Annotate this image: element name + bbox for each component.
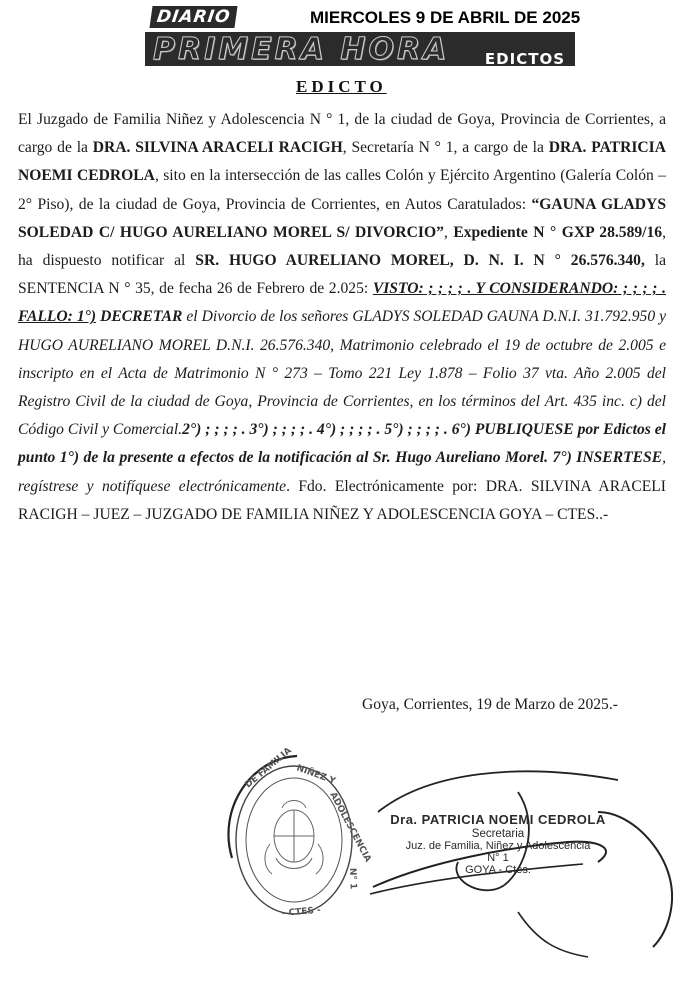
stamp-number: N° 1 — [487, 852, 509, 864]
expediente-number: Expediente N ° GXP 28.589/16 — [453, 223, 663, 241]
svg-text:DE FAMILIA: DE FAMILIA — [243, 745, 294, 791]
case-title: “GAUNA GLADYS SOLEDAD C/ HUGO AURELIANO MOREL S/ DIVORCIO” — [18, 195, 666, 241]
body-intro: El Juzgado de Familia Niñez y Adolescencia N ° 1, de la ciudad de Goya, Provincia de Corrientes, a cargo de la — [18, 111, 666, 157]
publication-date: MIERCOLES 9 DE ABRIL DE 2025 — [306, 8, 584, 28]
ruling-points: 2°) ; ; ; ; . 3°) ; ; ; ; . 4°) ; ; ; ; . 5°) ; ; ; ; . 6°) PUBLIQUESE por Edictos el punto 1°) de la presente a efectos de la notificación al Sr. Hugo Aureliano Morel. 7°) INSERTESE — [18, 421, 666, 467]
svg-text:NIÑEZ Y: NIÑEZ Y — [294, 763, 337, 787]
body-notify: , ha dispuesto notificar al — [18, 223, 667, 270]
notified-person: SR. HUGO AURELIANO MOREL, D. N. I. N ° 26.576.340, — [195, 252, 645, 270]
svg-text:- CTES -: - CTES - — [281, 905, 322, 919]
body-sep: , — [443, 223, 454, 241]
body-secretaria: , Secretaría N ° 1, a cargo de la — [342, 139, 549, 157]
stamp-role: Secretaria — [471, 828, 525, 840]
register-notify: , regístrese y notifíquese electrónicamente — [18, 449, 666, 495]
masthead-section: EDICTOS — [484, 50, 565, 68]
edict-body — [18, 106, 666, 529]
secretary-name: DRA. PATRICIA NOEMI CEDROLA — [18, 139, 667, 185]
masthead-diario: DIARIO — [149, 6, 238, 28]
svg-text:ADOLESCENCIA: ADOLESCENCIA — [327, 790, 373, 864]
stamp-city: GOYA - Ctes. — [465, 864, 531, 876]
court-seal — [212, 745, 373, 928]
stamp-court: Juz. de Familia, Niñez y Adolescencia — [405, 840, 591, 852]
body-sentence: la SENTENCIA N ° 35, de fecha 26 de Febrero de 2.025: — [18, 252, 667, 298]
masthead-primera-hora: PRIMERA HORA — [153, 32, 450, 67]
svg-text:N° 1: N° 1 — [347, 867, 358, 890]
judge-name: DRA. SILVINA ARACELI RACIGH — [92, 139, 343, 157]
visto-clause: VISTO: ; ; ; ; . Y CONSIDERANDO: ; ; ; ; . FALLO: 1°) — [18, 280, 666, 326]
decretar-word: DECRETAR — [100, 308, 183, 326]
body-address: , sito en la intersección de las calles Colón y Ejército Argentino (Galería Colón – 2° Piso), de la ciudad de Goya, Provincia de Corrientes, en Autos Caratulados: — [18, 167, 667, 213]
masthead-bar — [145, 32, 575, 66]
place-and-date: Goya, Corrientes, 19 de Marzo de 2025.- — [362, 696, 618, 713]
signed-by: . Fdo. Electrónicamente por: DRA. SILVINA ARACELI RACIGH – JUEZ – JUZGADO DE FAMILIA NIÑEZ Y ADOLESCENCIA GOYA – CTES..- — [18, 477, 667, 523]
secretary-stamp — [378, 812, 618, 876]
stamp-name: Dra. PATRICIA NOEMI CEDROLA — [390, 812, 606, 827]
divorce-ruling: el Divorcio de los señores GLADYS SOLEDAD GAUNA D.N.I. 31.792.950 y HUGO AURELIANO MOREL D.N.I. 26.576.340, Matrimonio celebrado el 19 de octubre de 2.005 e inscripto en el Acta de Matrimonio N ° 273 – Tomo 221 Ley 1.878 – Folio 37 vta. Año 2.005 del Registro Civil de la ciudad de Goya, Provincia de Corrientes, en los términos del Art. 435 inc. c) del Código Civil y Comercial. — [18, 308, 667, 439]
document-title: EDICTO — [296, 77, 387, 96]
